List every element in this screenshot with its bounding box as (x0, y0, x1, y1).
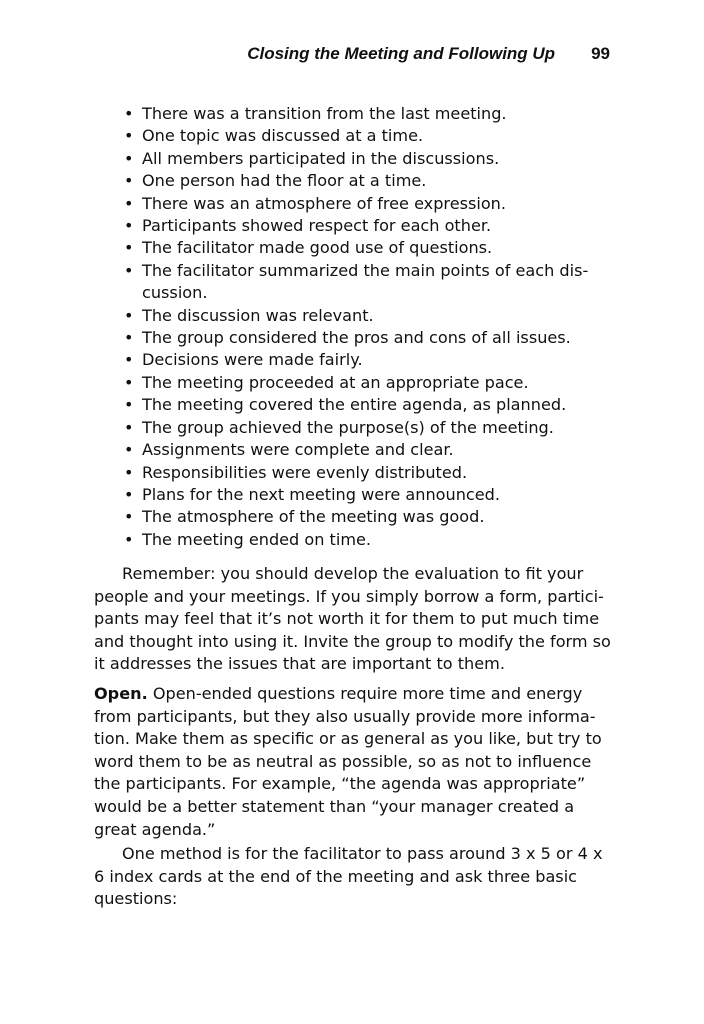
list-item: • The meeting covered the entire agenda, as planned. (124, 394, 614, 416)
list-item: • The group considered the pros and cons of all issues. (124, 327, 614, 349)
method-paragraph (94, 843, 616, 911)
list-item: • The meeting ended on time. (124, 529, 614, 551)
open-paragraph (94, 683, 616, 841)
list-item: • The atmosphere of the meeting was good. (124, 506, 614, 528)
page-number: 99 (591, 44, 610, 63)
list-item: • Responsibilities were evenly distributed. (124, 462, 614, 484)
list-item: • There was a transition from the last meeting. (124, 103, 614, 125)
book-page (94, 0, 616, 1024)
list-item: • The group achieved the purpose(s) of the meeting. (124, 417, 614, 439)
evaluation-checklist (124, 103, 614, 551)
method-text: One method is for the facilitator to pass around 3 x 5 or 4 x 6 index cards at the end of the meeting and ask three basic questions: (94, 844, 603, 909)
running-head (94, 44, 610, 64)
list-item: • One person had the floor at a time. (124, 170, 614, 192)
list-item: • The facilitator summarized the main points of each dis- cussion. (124, 260, 614, 305)
open-lead-in: Open. (94, 684, 148, 703)
list-item: • One topic was discussed at a time. (124, 125, 614, 147)
open-text: Open-ended questions require more time and energy from participants, but they also usually provide more informa- tion. Make them as specific or as general as you like, but try to word them to be as neutral as possible, so as not to influence the participants. For example, “the agenda was appropriate” would be a better statement than “your manager created a great agenda.” (94, 684, 602, 839)
list-item: • Participants showed respect for each other. (124, 215, 614, 237)
list-item: • All members participated in the discussions. (124, 148, 614, 170)
list-item: • The meeting proceeded at an appropriate pace. (124, 372, 614, 394)
list-item: • There was an atmosphere of free expression. (124, 193, 614, 215)
list-item: • The discussion was relevant. (124, 305, 614, 327)
list-item: • Decisions were made fairly. (124, 349, 614, 371)
list-item: • Plans for the next meeting were announced. (124, 484, 614, 506)
chapter-title: Closing the Meeting and Following Up (247, 44, 556, 63)
remember-text: Remember: you should develop the evaluation to fit your people and your meetings. If you simply borrow a form, partici- pants may feel that it’s not worth it for them to put much time and thought into using it. Invite the group to modify the form so it addresses the issues that are important to them. (94, 564, 611, 674)
remember-paragraph (94, 563, 616, 676)
list-item: • The facilitator made good use of questions. (124, 237, 614, 259)
list-item: • Assignments were complete and clear. (124, 439, 614, 461)
